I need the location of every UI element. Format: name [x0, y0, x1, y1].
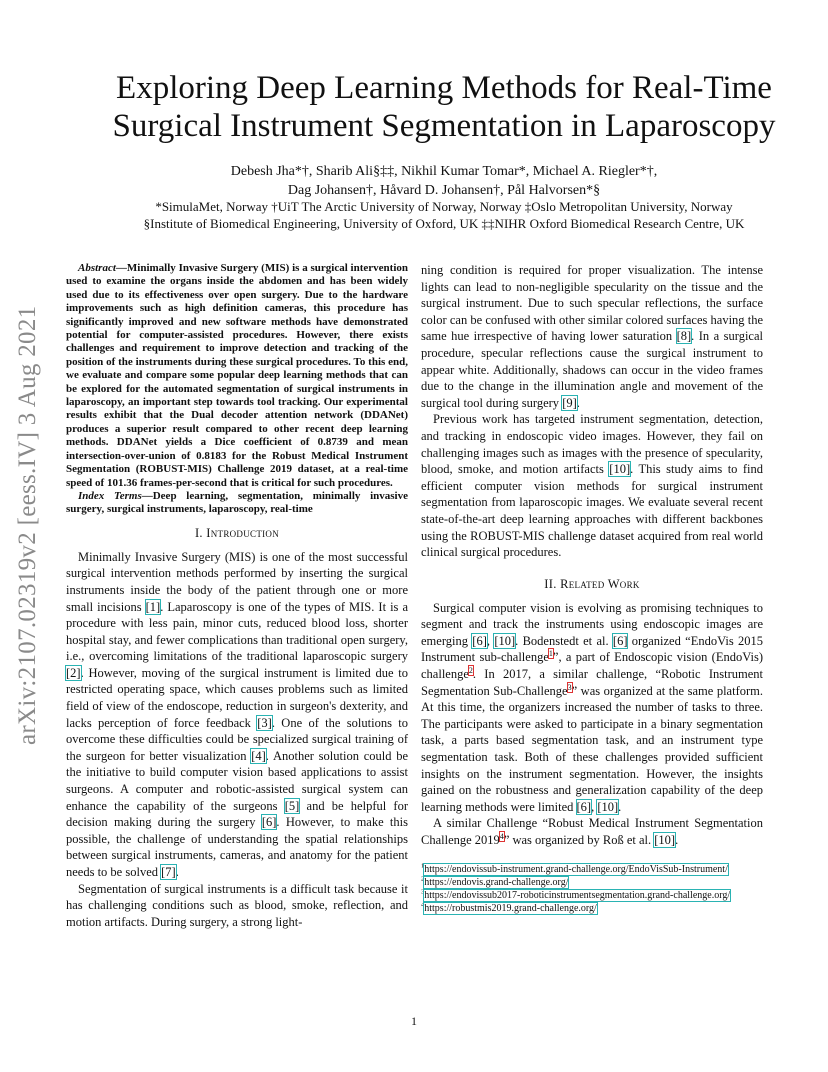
citation-link[interactable]: [1] [145, 599, 161, 614]
related-work-paragraph-2 [421, 815, 763, 848]
affiliations-line-1: *SimulaMet, Norway †UiT The Arctic University of Norway, Norway ‡Oslo Metropolitan University, Norway [155, 199, 733, 214]
citation-link[interactable]: [10] [609, 462, 631, 477]
footnote [421, 889, 763, 902]
citation-link[interactable]: [6] [472, 633, 487, 648]
abstract-label: Abstract [78, 262, 116, 274]
text-run: . In 2017, a similar challenge, “Robotic Instrument Segmentation Sub-Challenge [421, 667, 763, 698]
intro-paragraph-1 [66, 549, 408, 881]
footnote-marker[interactable]: 3 [567, 682, 572, 692]
footnote-number: 1 [421, 862, 425, 870]
paper-title [60, 69, 828, 145]
previous-work-paragraph [421, 411, 763, 560]
abstract [66, 262, 408, 490]
citation-link[interactable]: [4] [251, 748, 266, 763]
title-line-1: Exploring Deep Learning Methods for Real-Time [116, 70, 772, 106]
footnote-number: 2 [421, 875, 425, 883]
text-run: . [576, 395, 580, 410]
text-run: . [175, 865, 179, 879]
citation-link[interactable]: [5] [284, 798, 300, 813]
authors-line-1: Debesh Jha*†, Sharib Ali§‡‡, Nikhil Kumar Tomar*, Michael A. Riegler*†, [230, 164, 658, 179]
text-run: , [486, 633, 495, 648]
title-line-2: Surgical Instrument Segmentation in Laparoscopy [112, 108, 776, 144]
footnote-url-link[interactable]: https://robustmis2019.grand-challenge.org/ [424, 902, 597, 914]
footnote-url-link[interactable]: https://endovis.grand-challenge.org/ [424, 876, 569, 888]
text-run: ning condition is required for proper visualization. The intense lights can lead to non-negligible specularity on the tissue and the surgical instrument. Due to such specular reflections, the surface color can be confused with other similar colored surfaces having the same hue irrespective of having lower saturation [421, 263, 763, 344]
citation-link[interactable]: [2] [66, 665, 81, 680]
author-list [60, 162, 828, 200]
footnote [421, 863, 763, 876]
footnote-number: 3 [421, 888, 425, 896]
text-run: ” was organized by Roß et al. [503, 833, 655, 847]
citation-link[interactable]: [10] [597, 799, 619, 814]
footnote-url-link[interactable]: https://endovissub2017-roboticinstrumentsegmentation.grand-challenge.org/ [424, 889, 731, 901]
text-run: A similar Challenge “Robust Medical Instrument Segmentation Challenge 2019 [421, 816, 763, 847]
citation-link[interactable]: [3] [257, 715, 272, 730]
continued-paragraph [421, 262, 763, 411]
text-run: . Another solution could be the initiative to build computer vision based applications to assist surgeons. A computer and robotic-assisted surgical system can enhance the capability of the surgeons [66, 748, 408, 813]
citation-link[interactable]: [6] [261, 815, 277, 830]
text-run: . [618, 799, 622, 814]
footnote-marker[interactable]: 2 [468, 665, 473, 675]
intro-paragraph-2: Segmentation of surgical instruments is a difficult task because it has challenging conditions such as blood, smoke, reflection, and motion artifacts. During surgery, a strong light- [66, 881, 408, 929]
text-run: ” was organized at the same platform. At this time, the organizers increased the number of tasks to three. The participants were asked to participate in a binary segmentation task, a parts based segmentation task, and an instrument type segmentation task. Both of these challenges provided sufficient insights on the instrument segmentation. However, the insights gained on the robustness and generalization capability of the deep learning methods were limited [421, 683, 764, 814]
footnote [421, 876, 763, 889]
arxiv-identifier: arXiv:2107.02319v2 [eess.IV] 3 Aug 2021 [14, 305, 41, 745]
index-terms-label: Index Terms [78, 489, 142, 502]
page-number: 1 [411, 1014, 417, 1028]
citation-link[interactable]: [6] [576, 799, 592, 814]
text-run: , [591, 799, 598, 814]
footnotes [421, 863, 763, 915]
text-run: . However, to make this possible, the challenge of understanding the spatial relationships between surgical instruments, cameras, and anatomy for the patient needs to be solved [66, 815, 408, 879]
citation-link[interactable]: [6] [612, 633, 628, 648]
citation-link[interactable]: [9] [562, 395, 577, 410]
footnote [421, 902, 763, 915]
text-run: . This study aims to find efficient computer vision methods for surgical instrument segmentation from laparoscopic images. We evaluate several recent state-of-the-art deep learning approaches with different backbones using the ROBUST-MIS challenge dataset acquired from real world clinical surgical procedures. [421, 462, 763, 560]
citation-link[interactable]: [8] [676, 329, 692, 344]
abstract-text: —Minimally Invasive Surgery (MIS) is a surgical intervention used to examine the organs inside the abdomen and has been widely used due to its effectiveness over open surgery. Due to the hardware improvements such as high definition cameras, this procedure has significantly improved and new software methods have demonstrated potential for computer-assisted procedures. However, there exists challenges and requirement to improve detection and tracking of the position of the instruments during these surgical procedures. To this end, we evaluate and compare some popular deep learning methods that can be explored for the automated segmentation of surgical instruments in laparoscopy, an important step towards tool tracking. Our experimental results exhibit that the Dual decoder attention network (DDANet) produces a superior result compared to other recent deep learning methods. DDANet yields a Dice coefficient of 0.8739 and mean intersection-over-union of 0.8183 for the Robust Medical Instrument Segmentation (ROBUST-MIS) Challenge 2019 dataset, at a real-time speed of 101.36 frames-per-second that is critical for such procedures. [66, 262, 408, 489]
text-run: Previous work has targeted instrument segmentation, detection, and tracking in endoscopic video images. However, they fail on challenging images such as images with the presence of specularity, blood, smoke, and motion artifacts [421, 412, 763, 477]
footnote-marker[interactable]: 1 [548, 649, 553, 659]
index-terms-text: —Deep learning, segmentation, minimally invasive surgery, surgical instruments, laparoscopy, real-time [66, 489, 408, 516]
affiliations-line-2: §Institute of Biomedical Engineering, University of Oxford, UK ‡‡NIHR Oxford Biomedical Research Centre, UK [143, 215, 745, 231]
text-run: . However, moving of the surgical instrument is limited due to restricted operating space, which causes problems such as limited field of view of the endoscope, reduction in surgeon's dexterity, and lacks perception of force feedback [66, 665, 408, 730]
section-heading-related-work: II. Related Work [544, 576, 640, 591]
section-heading-introduction: I. Introduction [194, 525, 280, 540]
left-column [66, 262, 408, 930]
right-column [421, 262, 763, 915]
citation-link[interactable]: [10] [494, 633, 516, 648]
citation-link[interactable]: [10] [654, 833, 676, 847]
text-run: . In a surgical procedure, specular reflections cause the surgical instrument to appear white. Additionally, shadows can occur in the video frames due to the change in the illumination angle and movement of the surgical tool during surgery [421, 329, 763, 410]
text-run: . One of the solutions to overcome these difficulties could be specialized surgical training of the surgeon for better visualization [66, 715, 408, 763]
index-terms [66, 490, 408, 517]
footnote-number: 4 [421, 901, 425, 909]
text-run: organized “EndoVis 2015 Instrument sub-challenge [421, 633, 764, 665]
authors-line-2: Dag Johansen†, Håvard D. Johansen†, Pål Halvorsen*§ [287, 183, 601, 198]
text-run: Minimally Invasive Surgery (MIS) is one of the most successful surgical intervention methods performed by inserting the surgical instruments inside the body of the patient through one or more small incisions [66, 549, 408, 614]
affiliations [60, 199, 828, 232]
text-run: . Bodenstedt et al. [515, 633, 613, 648]
related-work-paragraph-1 [421, 600, 763, 816]
footnote-marker[interactable]: 4 [499, 831, 504, 841]
footnote-url-link[interactable]: https://endovissub-instrument.grand-challenge.org/EndoVisSub-Instrument/ [424, 863, 728, 875]
text-run: . Laparoscopy is one of the types of MIS. It is a procedure with less pain, minor cuts, reduced blood loss, shorter hospital stay, and fewer complications than traditional open surgery, i.e., overcoming limitations of the traditional laparoscopic surgery [66, 599, 408, 664]
text-run: ”, a part of Endoscopic vision (EndoVis) challenge [421, 650, 763, 682]
text-run: . [675, 833, 679, 847]
text-run: and be helpful for decision making during the surgery [66, 798, 408, 830]
citation-link[interactable]: [7] [161, 865, 176, 879]
text-run: Surgical computer vision is evolving as promising techniques to segment and track the instruments using endoscopic images are emerging [421, 600, 763, 648]
